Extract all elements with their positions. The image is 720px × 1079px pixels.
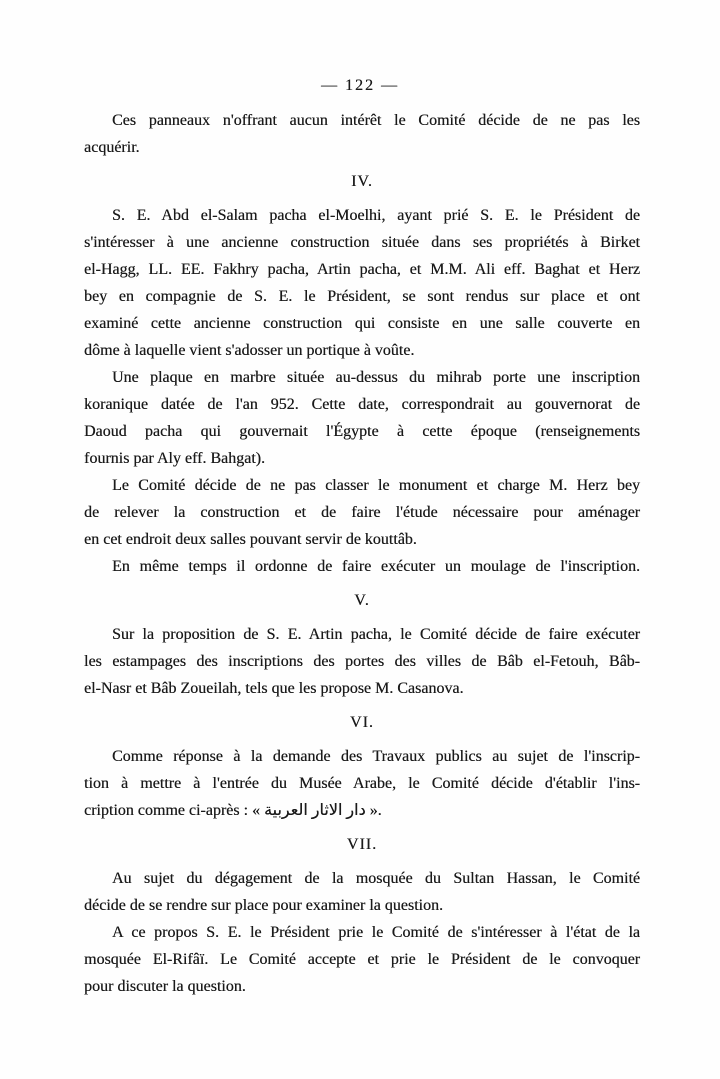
text-line: acquérir. xyxy=(84,139,140,156)
section-heading-v: V. xyxy=(354,592,370,609)
page-content xyxy=(0,107,720,1000)
section-vi xyxy=(84,709,640,824)
page-number: — 122 — xyxy=(321,77,399,94)
paragraph xyxy=(84,743,640,824)
paragraph xyxy=(84,621,640,702)
text-line: koranique datée de l'an 952. Cette date, correspondrait au gouvernorat de xyxy=(84,396,640,413)
paragraph xyxy=(84,865,640,919)
section-heading-vii: VII. xyxy=(346,836,378,853)
text-line: bey en compagnie de S. E. le Président, se sont rendus sur place et ont xyxy=(84,288,640,305)
text-line: Une plaque en marbre située au-dessus du mihrab porte une inscription xyxy=(112,369,640,386)
text-line: fournis par Aly eff. Bahgat). xyxy=(84,450,265,467)
text-line: s'intéresser à une ancienne construction située dans ses propriétés à Birket xyxy=(84,234,640,251)
text-line: el-Hagg, LL. EE. Fakhry pacha, Artin pacha, et M.M. Ali eff. Baghat et Herz xyxy=(84,261,640,278)
paragraph xyxy=(84,364,640,472)
section-v xyxy=(84,587,640,702)
text-line-arabic-inscription: cription comme ci-après : « دار الاثار العربية ». xyxy=(84,802,382,819)
text-line: el-Nasr et Bâb Zoueilah, tels que les propose M. Casanova. xyxy=(84,680,464,697)
text-line: en cet endroit deux salles pouvant servir de kouttâb. xyxy=(84,531,417,548)
paragraph xyxy=(84,472,640,553)
text-line: dôme à laquelle vient s'adosser un portique à voûte. xyxy=(84,342,415,359)
section-iv xyxy=(84,168,640,580)
section-intro xyxy=(84,107,640,161)
section-vii xyxy=(84,831,640,1000)
text-line: Daoud pacha qui gouvernait l'Égypte à cette époque (renseignements xyxy=(84,423,640,440)
text-line: Au sujet du dégagement de la mosquée du Sultan Hassan, le Comité xyxy=(112,870,640,887)
text-line: Sur la proposition de S. E. Artin pacha, le Comité décide de faire exécuter xyxy=(112,626,640,643)
text-line: décide de se rendre sur place pour examiner la question. xyxy=(84,897,443,914)
text-line: les estampages des inscriptions des portes des villes de Bâb el-Fetouh, Bâb- xyxy=(84,653,640,670)
text-line: En même temps il ordonne de faire exécuter un moulage de l'inscription. xyxy=(112,558,640,575)
paragraph xyxy=(84,553,640,580)
text-line: tion à mettre à l'entrée du Musée Arabe, le Comité décide d'établir l'ins- xyxy=(84,775,640,792)
text-line: S. E. Abd el-Salam pacha el-Moelhi, ayant prié S. E. le Président de xyxy=(112,207,640,224)
text-line: pour discuter la question. xyxy=(84,978,246,995)
text-line: A ce propos S. E. le Président prie le Comité de s'intéresser à l'état de la xyxy=(112,924,640,941)
section-heading-vi: VI. xyxy=(350,714,374,731)
paragraph xyxy=(84,202,640,364)
text-line: examiné cette ancienne construction qui consiste en une salle couverte en xyxy=(84,315,640,332)
text-line: Comme réponse à la demande des Travaux publics au sujet de l'inscrip- xyxy=(112,748,640,765)
paragraph xyxy=(84,919,640,1000)
text-line: Ces panneaux n'offrant aucun intérêt le Comité décide de ne pas les xyxy=(112,112,640,129)
text-line: de relever la construction et de faire l'étude nécessaire pour aménager xyxy=(84,504,640,521)
text-line: Le Comité décide de ne pas classer le monument et charge M. Herz bey xyxy=(112,477,640,494)
text-line: mosquée El-Rifâï. Le Comité accepte et prie le Président de le convoquer xyxy=(84,951,640,968)
section-heading-iv: IV. xyxy=(351,173,373,190)
